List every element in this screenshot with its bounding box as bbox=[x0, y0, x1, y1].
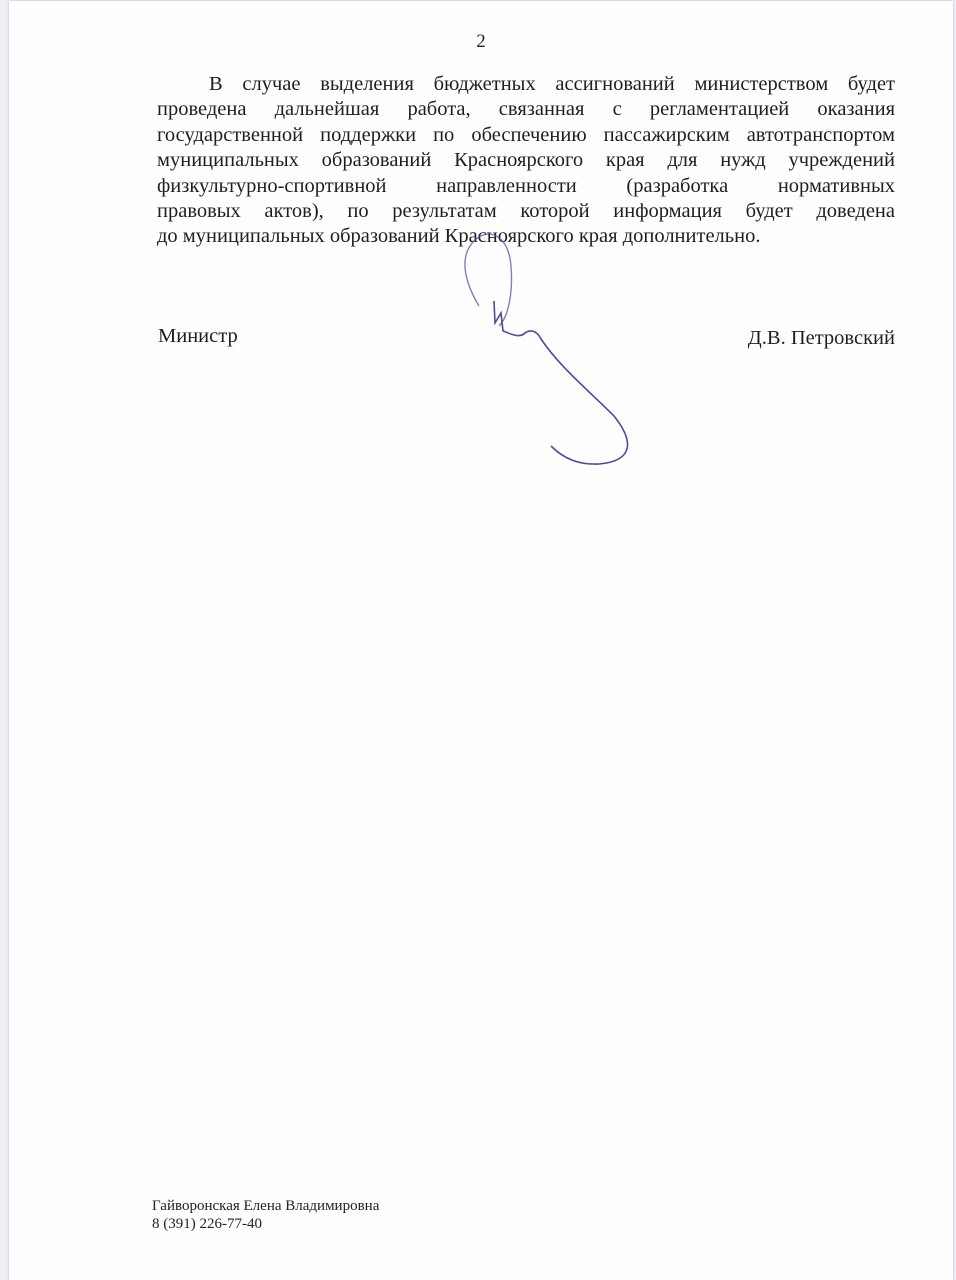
body-line: государственной поддержки по обеспечению пассажирским автотранспортом bbox=[157, 123, 895, 146]
document-page bbox=[9, 1, 953, 1280]
body-line: муниципальных образований Красноярского края для нужд учреждений bbox=[157, 149, 895, 172]
body-line: В случае выделения бюджетных ассигнований министерством будет bbox=[209, 73, 895, 95]
page-number: 2 bbox=[476, 31, 486, 52]
contact-info bbox=[152, 1197, 379, 1233]
body-line: физкультурно-спортивной направленности (разработка нормативных bbox=[157, 174, 895, 197]
signatory-role: Министр bbox=[158, 325, 238, 347]
contact-name: Гайворонская Елена Владимировна bbox=[152, 1198, 380, 1214]
contact-phone: 8 (391) 226-77-40 bbox=[152, 1216, 262, 1232]
body-line: до муниципальных образований Красноярского края дополнительно. bbox=[157, 225, 761, 248]
body-line: проведена дальнейшая работа, связанная с регламентацией оказания bbox=[157, 98, 895, 121]
body-line: правовых актов), по результатам которой информация будет доведена bbox=[157, 200, 895, 223]
handwritten-signature bbox=[439, 221, 649, 481]
signatory-name: Д.В. Петровский bbox=[747, 327, 895, 349]
